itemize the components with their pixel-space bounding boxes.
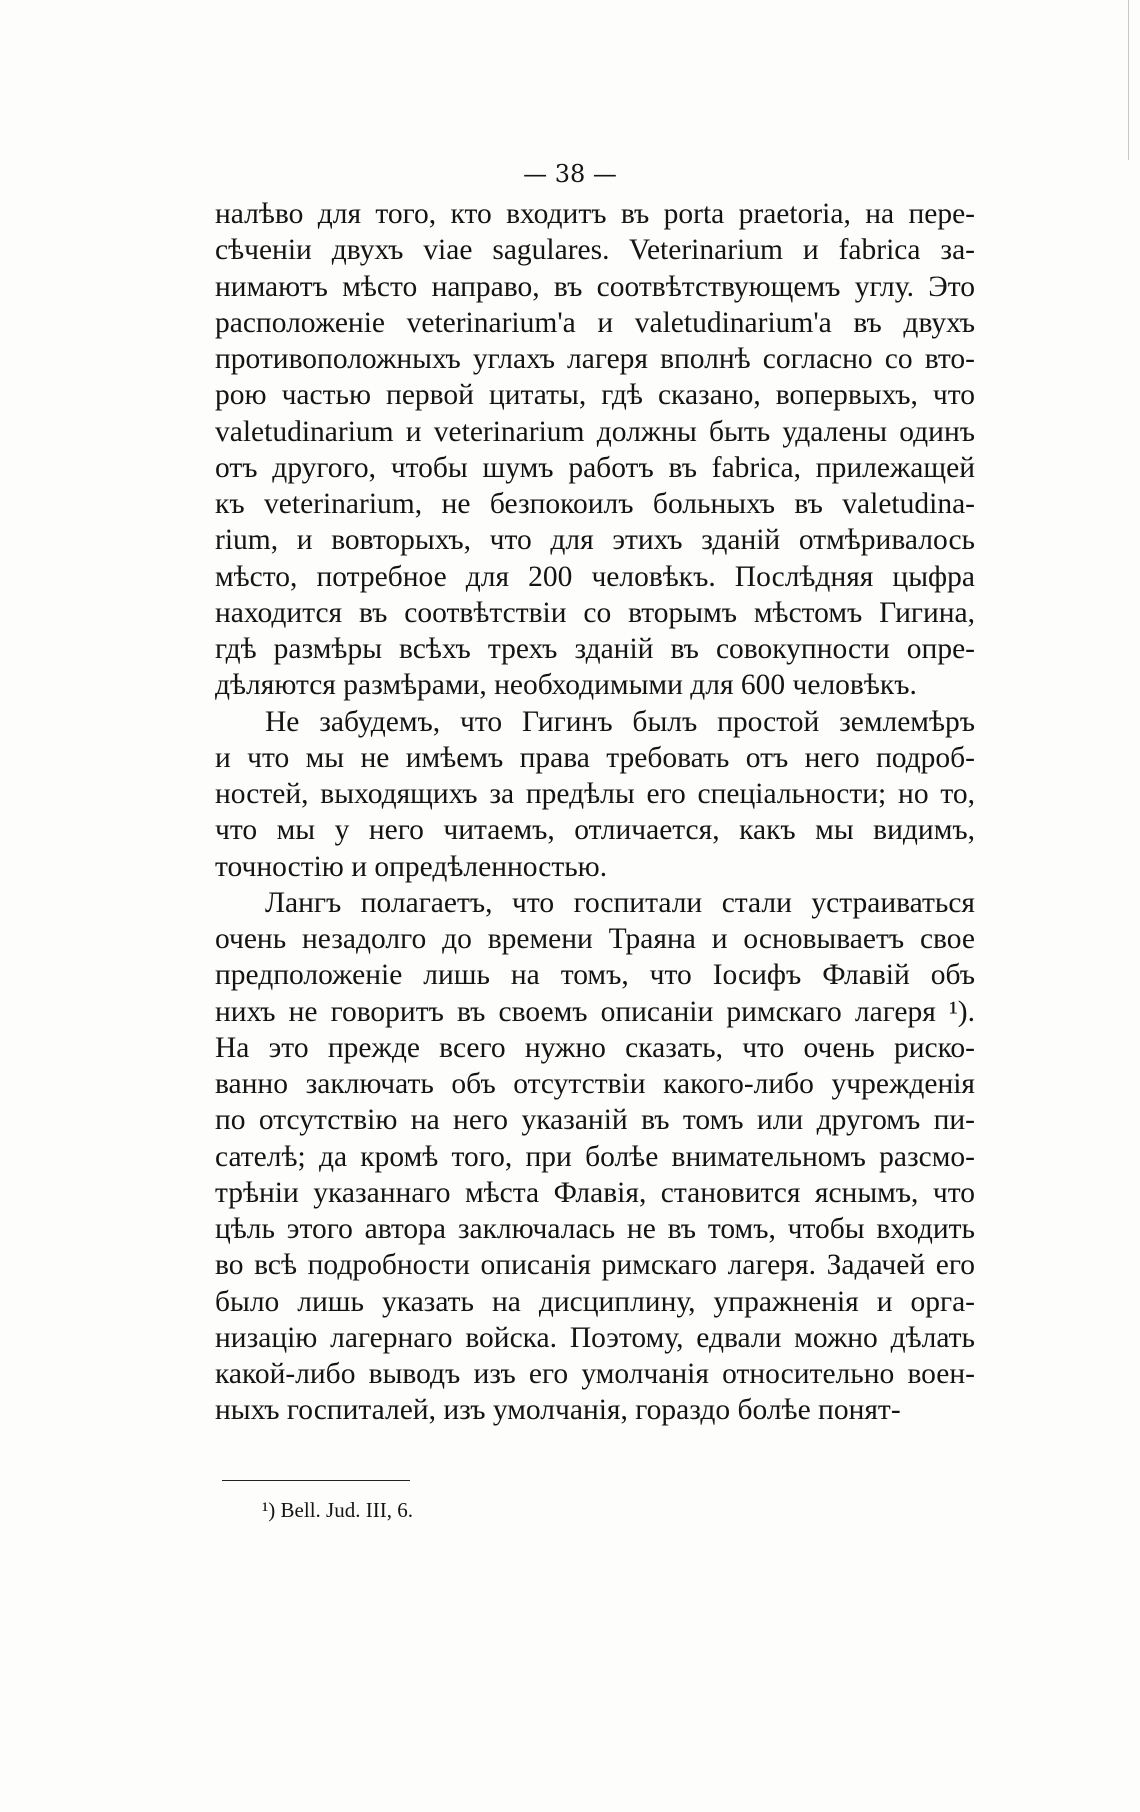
text-line: нимаютъ мѣсто направо, въ соотвѣтствующемъ углу. Это	[215, 270, 975, 303]
page-number: — 38 —	[523, 160, 617, 188]
text-line: ностей, выходящихъ за предѣлы его спеціальности; но то,	[215, 778, 975, 810]
text-line: мѣсто, потребное для 200 человѣкъ. Послѣдняя цыфра	[215, 560, 975, 593]
text-line: цѣль этого автора заключалась не въ томъ, чтобы входить	[215, 1213, 975, 1245]
text-line: что мы у него читаемъ, отличается, какъ мы видимъ,	[215, 814, 975, 847]
text-line: расположеніе veterinarium'а и valetudinarium'а въ двухъ	[215, 306, 975, 339]
text-line: нихъ не говоритъ въ своемъ описаніи римскаго лагеря ¹).	[215, 995, 975, 1028]
text-line: Лангъ полагаетъ, что госпитали стали устраиваться	[265, 886, 975, 919]
text-line: valetudinarium и veterinarium должны быть удалены одинъ	[215, 415, 975, 448]
text-line: сателѣ; да кромѣ того, при болѣе внимательномъ разсмо-	[215, 1140, 975, 1173]
text-line: трѣніи указаннаго мѣста Флавія, становится яснымъ, что	[215, 1176, 975, 1209]
footnote-separator	[222, 1480, 410, 1481]
text-line: рою частью первой цитаты, гдѣ сказано, вопервыхъ, что	[215, 379, 975, 412]
text-line: ванно заключать объ отсутствіи какого-либо учрежденія	[215, 1068, 975, 1100]
text-line: налѣво для того, кто входитъ въ porta praetoria, на пере-	[215, 198, 975, 230]
text-line: На это прежде всего нужно сказать, что очень риско-	[215, 1031, 975, 1064]
footnote: ¹) Bell. Jud. III, 6.	[262, 1498, 413, 1522]
text-line: ныхъ госпиталей, изъ умолчанія, гораздо болѣе понят-	[215, 1394, 901, 1427]
text-line: очень незадолго до времени Траяна и основываетъ свое	[215, 923, 975, 955]
text-line: по отсутствію на него указаній въ томъ или другомъ пи-	[215, 1104, 975, 1137]
text-line: сѣченіи двухъ viae sagulares. Veterinarium и fabrica за-	[215, 234, 975, 267]
text-line: гдѣ размѣры всѣхъ трехъ зданій въ совокупности опре-	[215, 633, 975, 665]
text-line: во всѣ подробности описанія римскаго лагеря. Задачей его	[215, 1249, 975, 1282]
text-line: дѣляются размѣрами, необходимыми для 600 человѣкъ.	[215, 669, 917, 702]
text-line: находится въ соотвѣтствіи со вторымъ мѣстомъ Гигина,	[215, 596, 975, 629]
text-line: какой-либо выводъ изъ его умолчанія относительно воен-	[215, 1358, 975, 1390]
text-line: точностію и опредѣленностью.	[215, 850, 608, 883]
text-line: къ veterinarium, не безпокоилъ больныхъ въ valetudina-	[215, 488, 975, 520]
text-line: предположеніе лишь на томъ, что Іосифъ Флавій объ	[215, 959, 975, 992]
text-line: отъ другого, чтобы шумъ работъ въ fabrica, прилежащей	[215, 451, 975, 484]
scan-edge-mark	[1128, 0, 1129, 160]
text-line: rium, и вовторыхъ, что для этихъ зданій отмѣривалось	[215, 524, 975, 557]
text-line: было лишь указать на дисциплину, упражненія и орга-	[215, 1285, 975, 1318]
text-line: Не забудемъ, что Гигинъ былъ простой землемѣръ	[265, 705, 975, 738]
text-line: и что мы не имѣемъ права требовать отъ него подроб-	[215, 741, 975, 774]
text-line: низацію лагернаго войска. Поэтому, едвали можно дѣлать	[215, 1321, 975, 1354]
text-line: противоположныхъ углахъ лагеря вполнѣ согласно со вто-	[215, 343, 975, 375]
